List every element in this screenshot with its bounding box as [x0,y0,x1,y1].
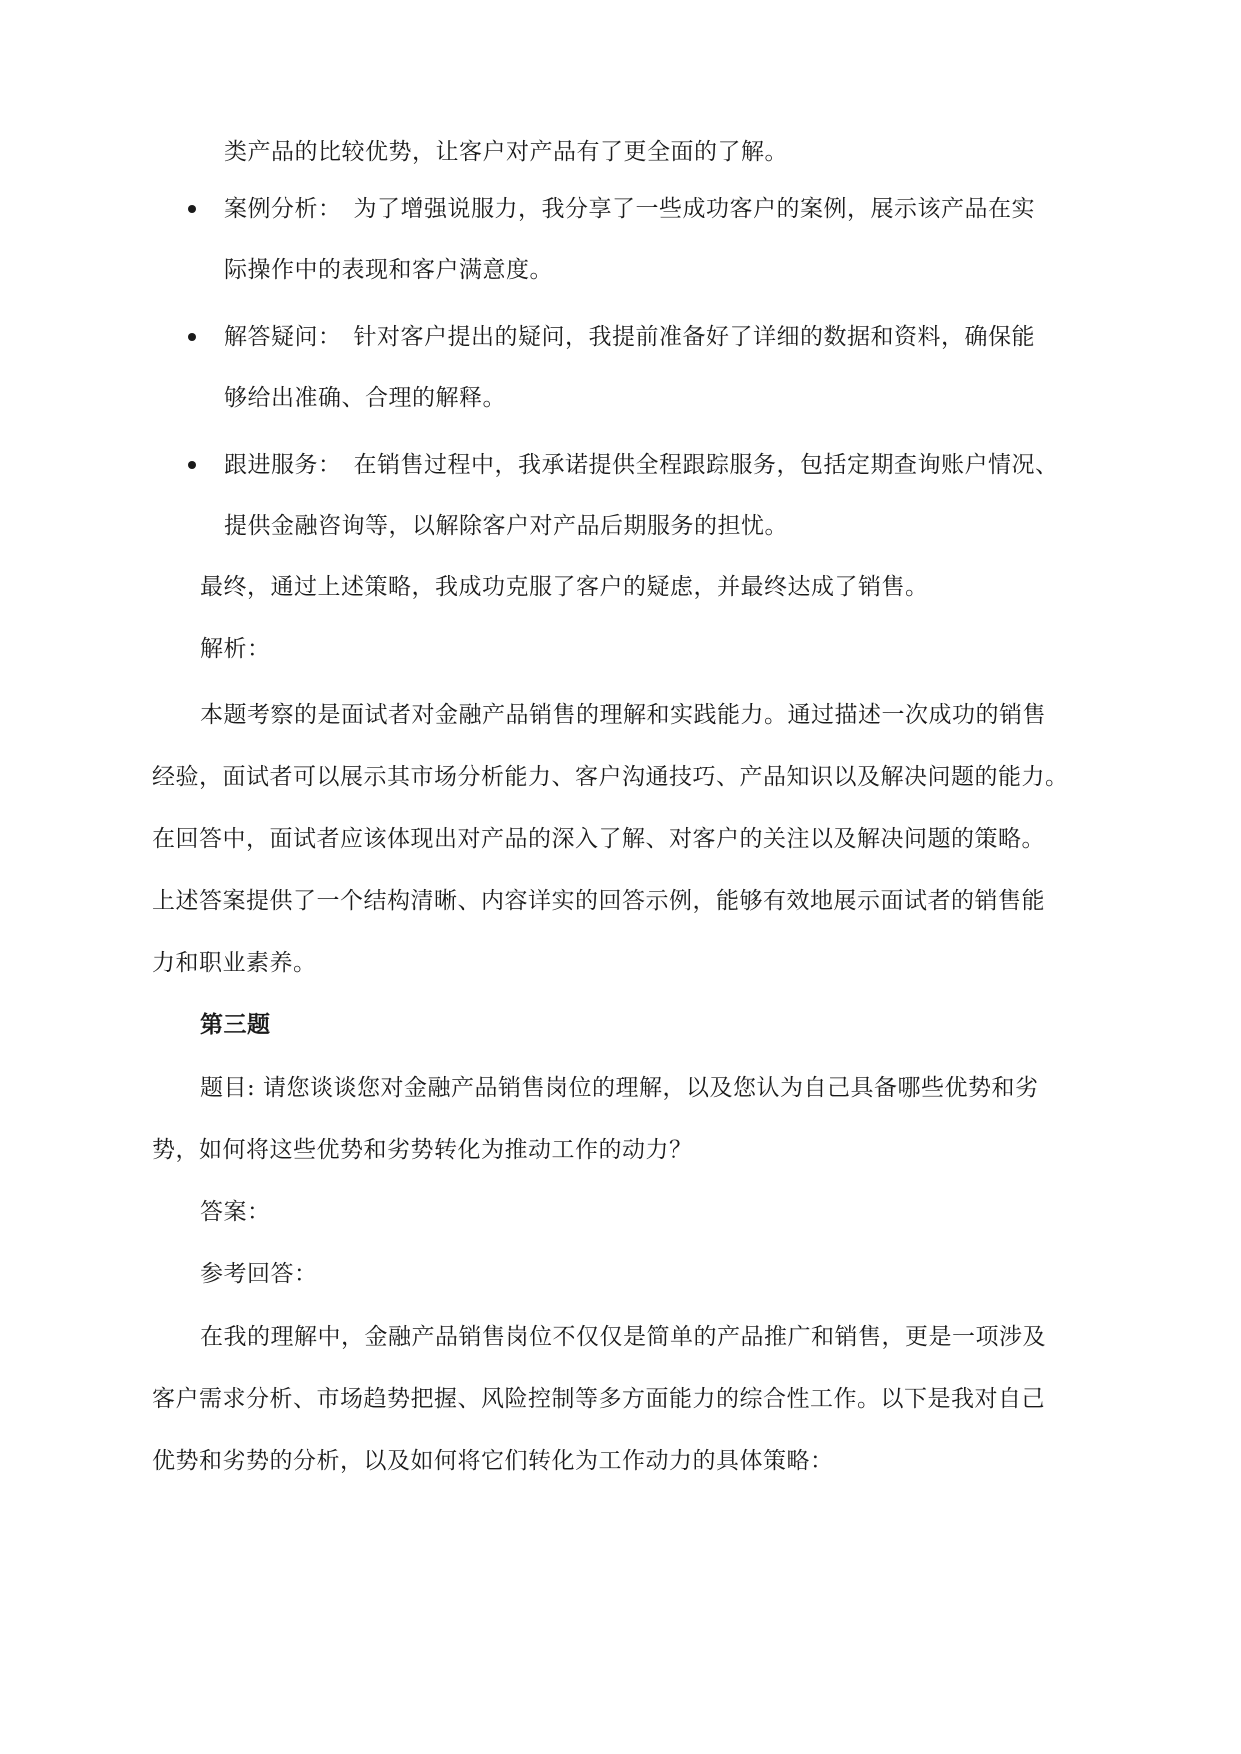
conclusion-paragraph: 最终，通过上述策略，我成功克服了客户的疑虑，并最终达成了销售。 [200,574,929,600]
paragraph-line: 客户需求分析、市场趋势把握、风险控制等多方面能力的综合性工作。以下是我对自己 [152,1386,1045,1412]
reference-label: 参考回答： [200,1261,318,1287]
list-item-line: 际操作中的表现和客户满意度。 [224,257,553,283]
paragraph-line: 优势和劣势的分析，以及如何将它们转化为工作动力的具体策略： [152,1448,834,1474]
paragraph-line: 题目: 请您谈谈您对金融产品销售岗位的理解，以及您认为自己具备哪些优势和劣 [200,1075,1039,1101]
paragraph-line: 经验，面试者可以展示其市场分析能力、客户沟通技巧、产品知识以及解决问题的能力。 [152,764,1069,790]
paragraph-line: 上述答案提供了一个结构清晰、内容详实的回答示例，能够有效地展示面试者的销售能 [152,888,1045,914]
list-item-line: 解答疑问： 针对客户提出的疑问，我提前准备好了详细的数据和资料，确保能 [224,324,1035,350]
list-item-line: 跟进服务： 在销售过程中，我承诺提供全程跟踪服务，包括定期查询账户情况、 [224,452,1059,478]
continuation-line: 类产品的比较优势，让客户对产品有了更全面的了解。 [224,139,788,165]
paragraph-line: 力和职业素养。 [152,950,317,976]
answer-label: 答案： [200,1199,271,1225]
section-title: 第三题 [200,1011,271,1038]
paragraph-line: 在回答中，面试者应该体现出对产品的深入了解、对客户的关注以及解决问题的策略。 [152,826,1045,852]
bullet-dot-icon [188,333,196,341]
list-item-line: 够给出准确、合理的解释。 [224,385,506,411]
paragraph-line: 势，如何将这些优势和劣势转化为推动工作的动力？ [152,1137,693,1163]
bullet-dot-icon [188,205,196,213]
analysis-label: 解析： [200,636,271,662]
list-item-line: 提供金融咨询等，以解除客户对产品后期服务的担忧。 [224,513,788,539]
list-item-line: 案例分析： 为了增强说服力，我分享了一些成功客户的案例，展示该产品在实 [224,196,1035,222]
bullet-dot-icon [188,461,196,469]
paragraph-line: 本题考察的是面试者对金融产品销售的理解和实践能力。通过描述一次成功的销售 [200,702,1046,728]
paragraph-line: 在我的理解中，金融产品销售岗位不仅仅是简单的产品推广和销售，更是一项涉及 [200,1324,1046,1350]
